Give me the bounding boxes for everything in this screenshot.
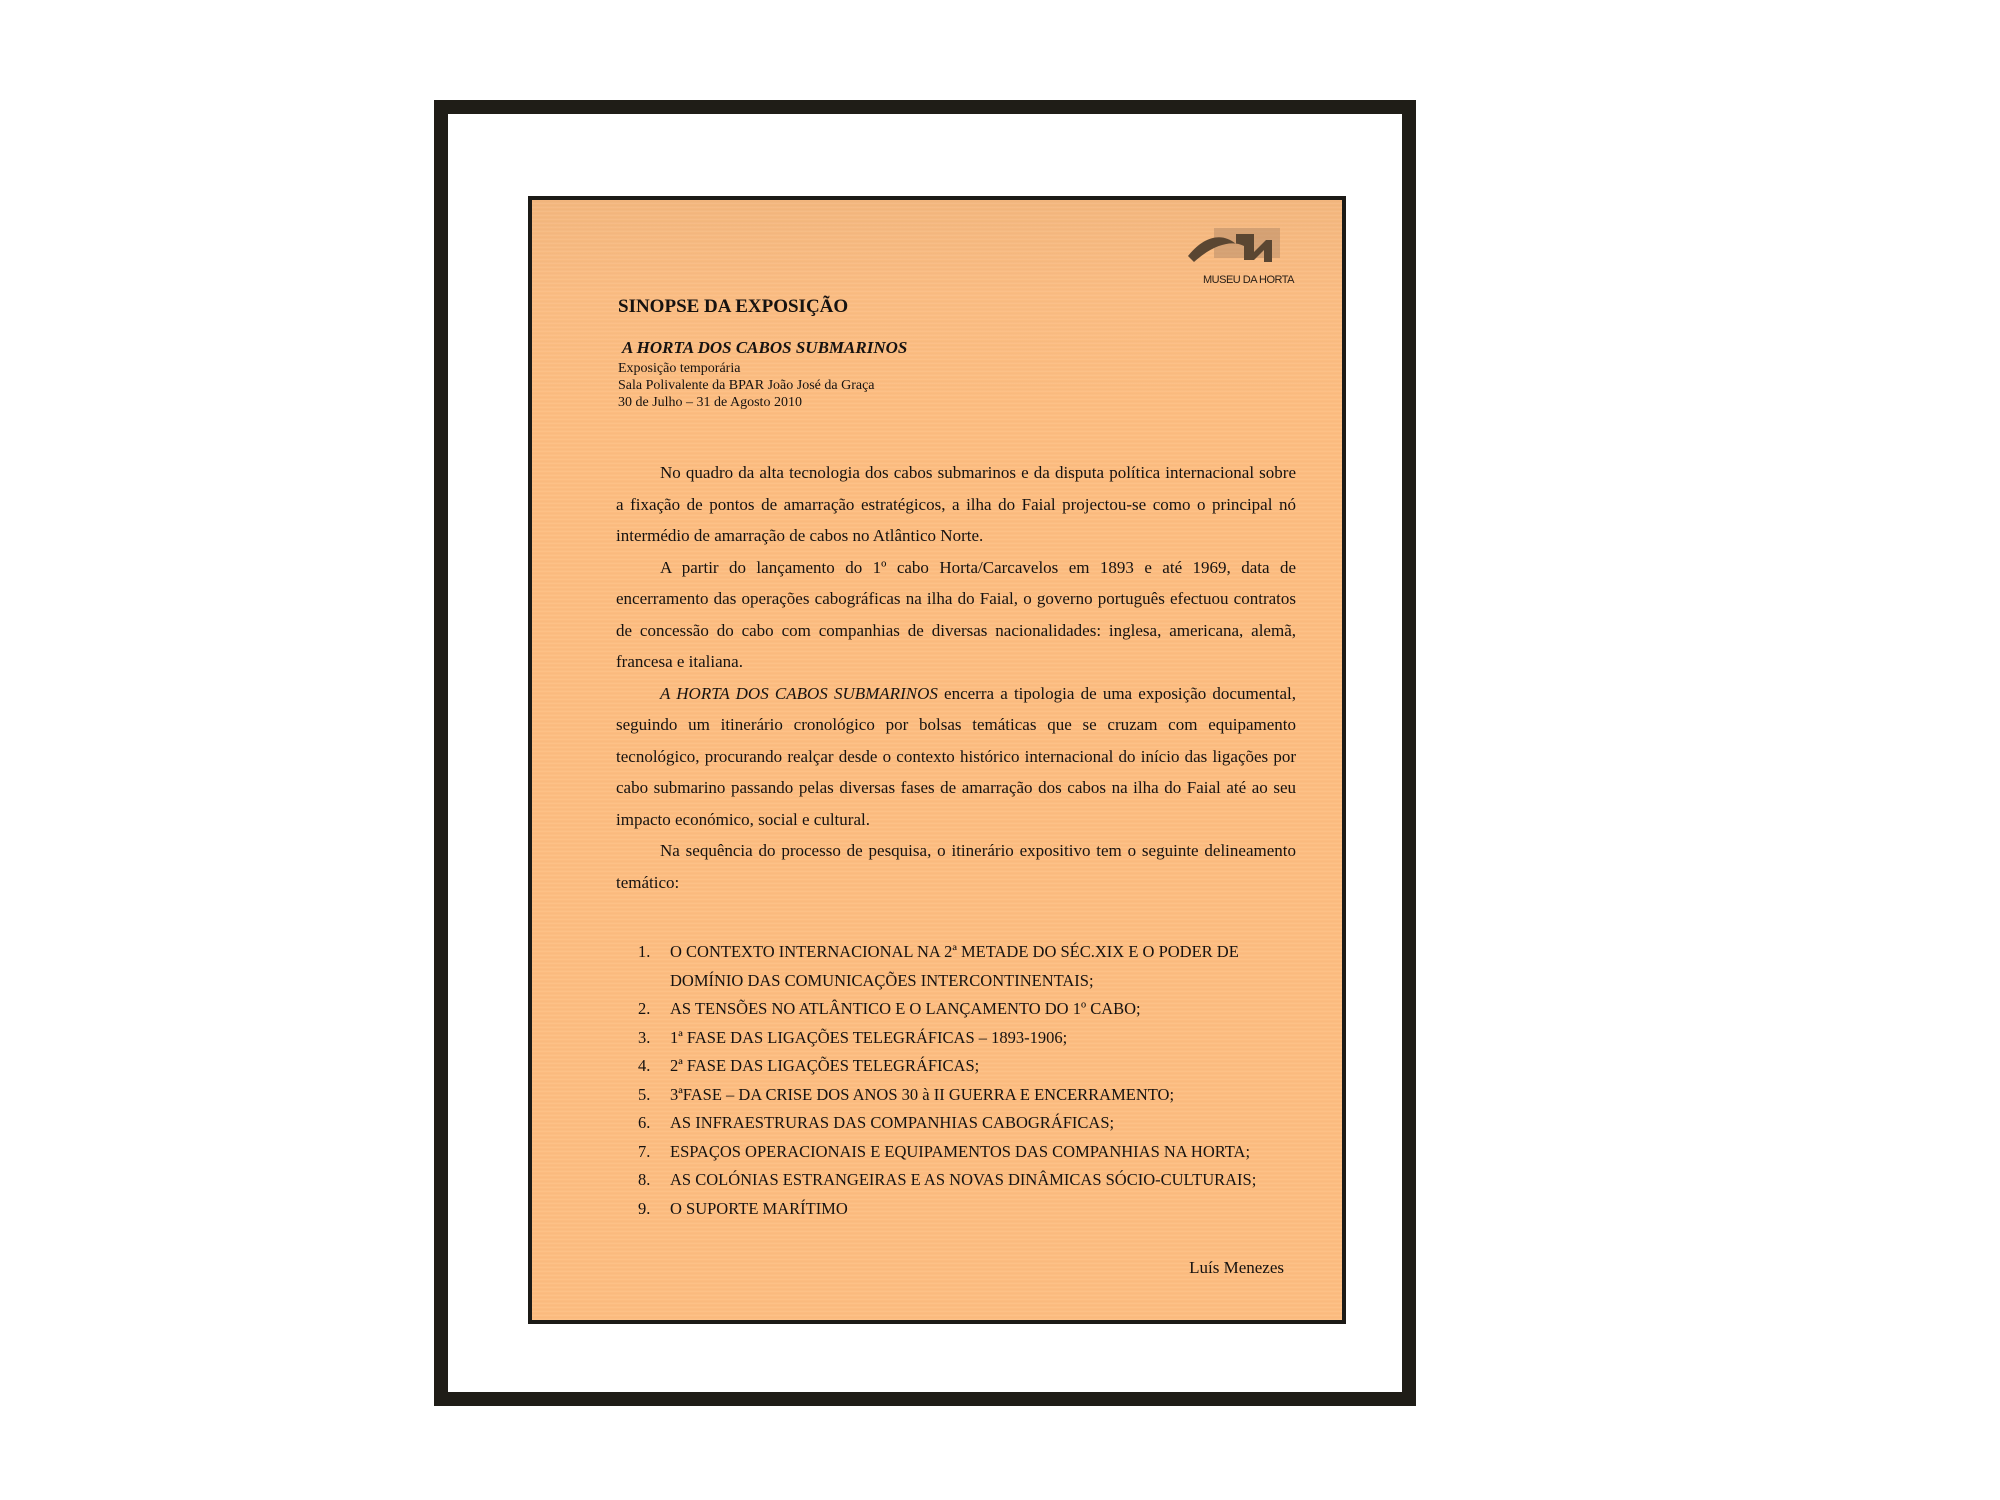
list-item-number: 3.: [638, 1027, 651, 1047]
paragraph-3-text: encerra a tipologia de uma exposição documental, seguindo um itinerário cronológico por bolsas temáticas que se cruzam com equipamento tecnológico, procurando realçar desde o contexto histórico internacional do início das ligações por cabo submarino passando pelas diversas fases de amarração dos cabos na ilha do Faial até ao seu impacto económico, social e cultural.: [616, 683, 1296, 829]
author-signature: Luís Menezes: [1189, 1258, 1284, 1277]
list-item: [616, 1195, 1296, 1224]
exhibition-type: Exposição temporária: [618, 361, 741, 376]
list-item-text: O SUPORTE MARÍTIMO: [670, 1198, 848, 1218]
exhibition-dates: 30 de Julho – 31 de Agosto 2010: [618, 395, 802, 410]
exhibition-title: A HORTA DOS CABOS SUBMARINOS: [622, 338, 908, 357]
list-item-number: 4.: [638, 1056, 651, 1075]
list-item-text: O CONTEXTO INTERNACIONAL NA 2ª METADE DO SÉC.XIX E O PODER DE DOMÍNIO DAS COMUNICAÇÕES INTERCONTINENTAIS;: [670, 942, 1239, 990]
list-item-text: AS TENSÕES NO ATLÂNTICO E O LANÇAMENTO DO 1º CABO;: [670, 999, 1141, 1018]
list-item: [616, 1138, 1296, 1167]
list-item-number: 1.: [638, 942, 651, 961]
museum-logo-icon: [1184, 226, 1284, 270]
list-item: [616, 938, 1296, 995]
list-item-number: 5.: [638, 1084, 651, 1104]
paragraph-3: [616, 678, 1296, 836]
list-item-text: ESPAÇOS OPERACIONAIS E EQUIPAMENTOS DAS COMPANHIAS NA HORTA;: [670, 1141, 1251, 1161]
list-item-text: AS COLÓNIAS ESTRANGEIRAS E AS NOVAS DINÂMICAS SÓCIO-CULTURAIS;: [670, 1170, 1257, 1189]
list-item-text: AS INFRAESTRURAS DAS COMPANHIAS CABOGRÁFICAS;: [670, 1113, 1115, 1132]
synopsis-body: [616, 457, 1296, 898]
list-item-text: 3ªFASE – DA CRISE DOS ANOS 30 à II GUERRA E ENCERRAMENTO;: [670, 1084, 1175, 1104]
list-item-number: 7.: [638, 1141, 651, 1161]
museum-logo: [1184, 226, 1294, 286]
document-heading: SINOPSE DA EXPOSIÇÃO: [618, 296, 849, 317]
paragraph-1: No quadro da alta tecnologia dos cabos submarinos e da disputa política internacional sobre a fixação de pontos de amarração estratégicos, a ilha do Faial projectou-se como o principal nó intermédio de amarração de cabos no Atlântico Norte.: [616, 463, 1296, 545]
museum-logo-text: MUSEU DA HORTA: [1203, 274, 1294, 286]
list-item-number: 6.: [638, 1113, 651, 1132]
list-item-text: 2ª FASE DAS LIGAÇÕES TELEGRÁFICAS;: [670, 1056, 980, 1075]
list-item: [616, 995, 1296, 1024]
list-item: [616, 1109, 1296, 1138]
exhibition-venue: Sala Polivalente da BPAR João José da Graça: [618, 378, 875, 393]
paragraph-3-italic-title: A HORTA DOS CABOS SUBMARINOS: [660, 683, 938, 703]
paragraph-2: A partir do lançamento do 1º cabo Horta/Carcavelos em 1893 e até 1969, data de encerramento das operações cabográficas na ilha do Faial, o governo português efectuou contratos de concessão do cabo com companhias de diversas nacionalidades: inglesa, americana, alemã, francesa e italiana.: [616, 557, 1296, 671]
thematic-list: [616, 938, 1296, 1223]
list-item-number: 9.: [638, 1198, 651, 1218]
list-item-number: 2.: [638, 999, 651, 1018]
list-item: [616, 1052, 1296, 1081]
document-content: [616, 296, 1296, 1223]
list-item: [616, 1024, 1296, 1053]
document-sheet: [528, 196, 1346, 1324]
list-item: [616, 1166, 1296, 1195]
list-item-number: 8.: [638, 1170, 651, 1189]
paragraph-4: Na sequência do processo de pesquisa, o itinerário expositivo tem o seguinte delineamento temático:: [616, 841, 1296, 892]
list-item-text: 1ª FASE DAS LIGAÇÕES TELEGRÁFICAS – 1893-1906;: [670, 1027, 1068, 1047]
list-item: [616, 1081, 1296, 1110]
